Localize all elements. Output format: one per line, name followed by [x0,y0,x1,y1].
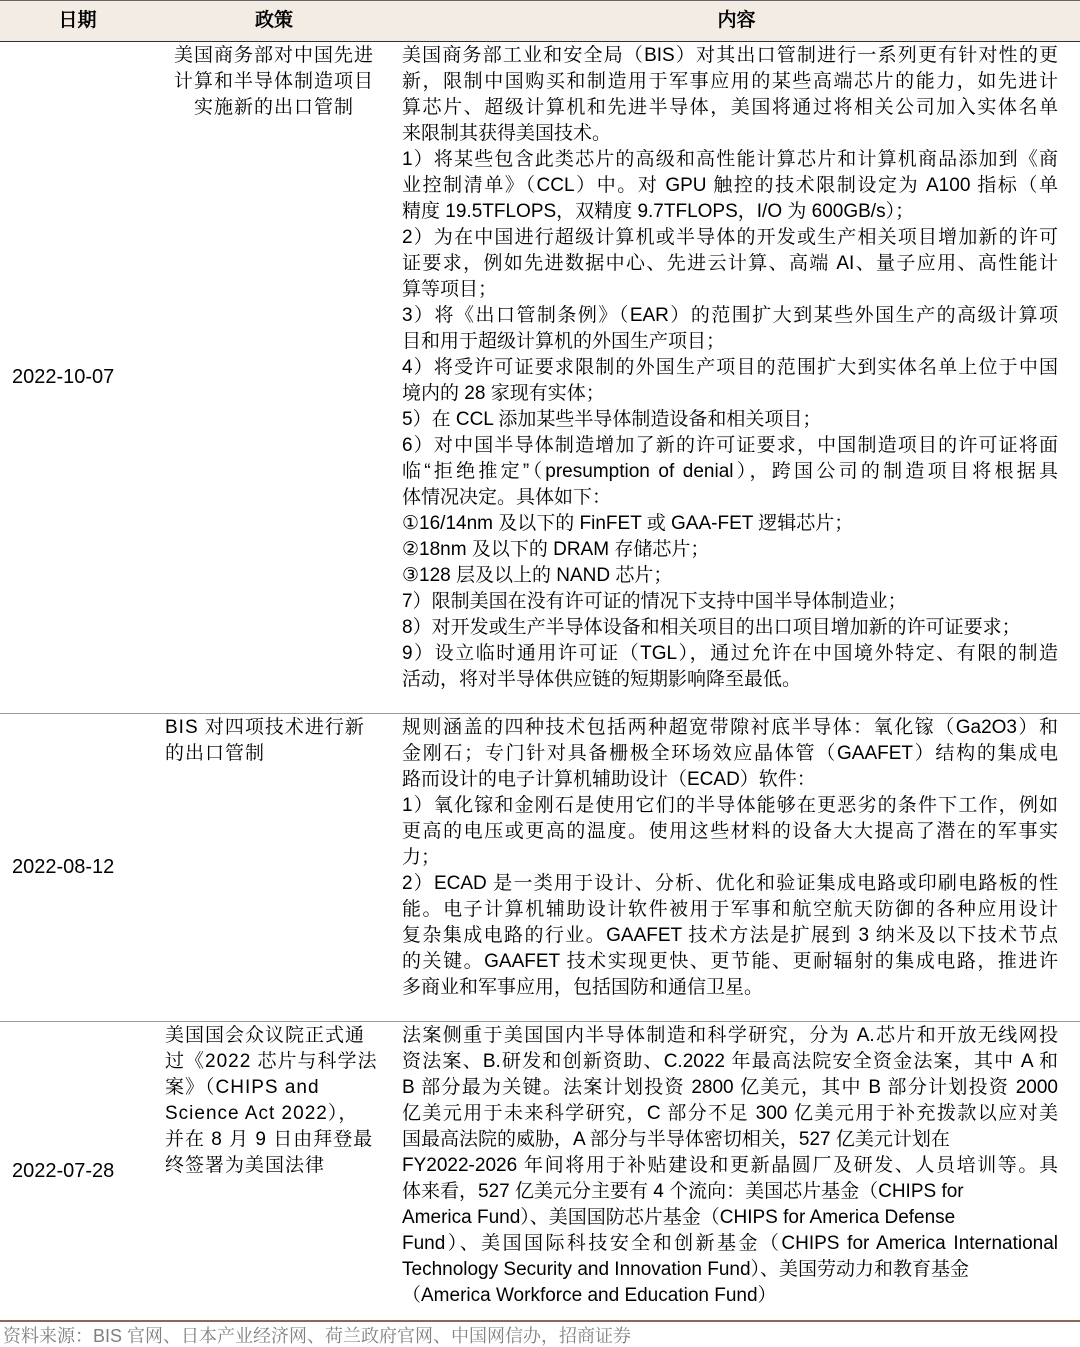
content-line: 美国商务部工业和安全局（BIS）对其出口管制进行一系列更有针对性的更 [402,45,1058,66]
content-line: ①16/14nm 及以下的 FinFET 或 GAA-FET 逻辑芯片； [402,513,854,534]
header-policy: 政策 [254,10,293,31]
content-line: 法案侧重于美国国内半导体制造和科学研究，分为 A.芯片和开放无线网投 [402,1025,1058,1046]
content-line: 6）对中国半导体制造增加了新的许可证要求，中国制造项目的许可证将面 [402,435,1058,456]
row-date: 2022-08-12 [12,856,115,878]
content-line: ③128 层及以上的 NAND 芯片； [402,565,673,586]
policy-line: 终签署为美国法律 [165,1155,326,1176]
content-line: 更高的电压或更高的温度。使用这些材料的设备大大提高了潜在的军事实 [402,821,1058,842]
policy-cell [155,42,393,713]
content-cell [393,1022,1080,1320]
content-line: 境内的 28 家现有实体； [402,383,605,404]
table-body [0,42,1080,1322]
content-line: 资法案、B.研发和创新资助、C.2022 年最高法院安全资金法案，其中 A 和 [402,1051,1058,1072]
content-line: 1）将某些包含此类芯片的高级和高性能计算芯片和计算机商品添加到《商 [402,149,1058,170]
table-row [0,1022,1080,1322]
policy-line: 实施新的出口管制 [193,97,354,118]
content-line: 4）将受许可证要求限制的外国生产项目的范围扩大到实体名单上位于中国 [402,357,1058,378]
content-line: ②18nm 及以下的 DRAM 存储芯片； [402,539,710,560]
date-cell [0,714,155,1021]
content-line: 8）对开发或生产半导体设备和相关项目的出口项目增加新的许可证要求； [402,617,1021,638]
header-content: 内容 [717,10,756,31]
content-line: 体来看，527 亿美元分主要有 4 个流向：美国芯片基金（CHIPS for [402,1181,964,1202]
policy-line: Science Act 2022）， [165,1103,359,1124]
policy-line: BIS 对四项技术进行新 [165,717,365,738]
source-note: 资料来源：BIS 官网、日本产业经济网、荷兰政府官网、中国网信办，招商证券 [3,1326,632,1346]
table-row [0,714,1080,1022]
content-line: 业控制清单》（CCL）中。对 GPU 触控的技术限制设定为 A100 指标（单 [402,175,1058,196]
content-line: 5）在 CCL 添加某些半导体制造设备和相关项目； [402,409,822,430]
policy-line: 案》（CHIPS and [165,1077,320,1098]
content-line: B 部分最为关键。法案计划投资 2800 亿美元，其中 B 部分计划投资 2000 [402,1077,1058,1098]
content-line: （America Workforce and Education Fund） [402,1285,777,1306]
policy-line: 的出口管制 [165,743,266,764]
content-line: 亿美元用于未来科学研究，C 部分不足 300 亿美元用于补充拨款以应对美 [402,1103,1058,1124]
content-line: 算等项目； [402,279,498,300]
content-line: 目和用于超级计算机的外国生产项目； [402,331,726,352]
content-line: 新，限制中国购买和制造用于军事应用的某些高端芯片的能力，如先进计 [402,71,1058,92]
content-line: 3）将《出口管制条例》（EAR）的范围扩大到某些外国生产的高级计算项 [402,305,1058,326]
content-line: 路而设计的电子计算机辅助设计（ECAD）软件： [402,769,816,790]
content-line: 临“拒绝推定”（presumption of denial），跨国公司的制造项目将根据具 [402,461,1058,482]
content-line: 2）为在中国进行超级计算机或半导体的开发或生产相关项目增加新的许可 [402,227,1058,248]
content-line: 的关键。GAAFET 技术实现更快、更节能、更耐辐射的集成电路，推进许 [402,951,1058,972]
table-row [0,42,1080,714]
content-line: 规则涵盖的四种技术包括两种超宽带隙衬底半导体：氧化镓（Ga2O3）和 [402,717,1058,738]
policy-cell [155,714,393,1021]
content-line: 证要求，例如先进数据中心、先进云计算、高端 AI、量子应用、高性能计 [402,253,1058,274]
content-line: Technology Security and Innovation Fund）、美国劳动力和教育基金 [402,1259,970,1280]
content-line: FY2022-2026 年间将用于补贴建设和更新晶圆厂及研发、人员培训等。具 [402,1155,1058,1176]
date-cell [0,42,155,713]
content-line: 2）ECAD 是一类用于设计、分析、优化和验证集成电路或印刷电路板的性 [402,873,1058,894]
content-line: 复杂集成电路的行业。GAAFET 技术方法是扩展到 3 纳米及以下技术节点 [402,925,1058,946]
policy-cell [155,1022,393,1320]
content-line: 1）氧化镓和金刚石是使用它们的半导体能够在更恶劣的条件下工作，例如 [402,795,1058,816]
content-line: 体情况决定。具体如下： [402,487,612,508]
content-cell [393,42,1080,713]
header-date: 日期 [58,10,97,31]
policy-line: 美国国会众议院正式通 [165,1025,366,1046]
date-cell [0,1022,155,1320]
content-cell [393,714,1080,1021]
content-line: 精度 19.5TFLOPS，双精度 9.7TFLOPS，I/O 为 600GB/s）； [402,201,915,222]
content-line: 能。电子计算机辅助设计软件被用于军事和航空航天防御的各种应用设计 [402,899,1058,920]
content-line: 活动，将对半导体供应链的短期影响降至最低。 [402,669,802,690]
content-line: 9）设立临时通用许可证（TGL），通过允许在中国境外特定、有限的制造 [402,643,1058,664]
row-date: 2022-07-28 [12,1159,115,1182]
table-header [0,0,1080,42]
content-line: 国最高法院的威胁，A 部分与半导体密切相关，527 亿美元计划在 [402,1129,950,1150]
content-line: 力； [402,847,441,868]
content-line: 来限制其获得美国技术。 [402,123,612,144]
policy-line: 并在 8 月 9 日由拜登最 [165,1129,374,1150]
policy-line: 美国商务部对中国先进 [173,45,374,66]
content-line: Fund）、美国国际科技安全和创新基金（CHIPS for America International [402,1233,1058,1254]
content-line: 算芯片、超级计算机和先进半导体，美国将通过将相关公司加入实体名单 [402,97,1058,118]
policy-line: 过《2022 芯片与科学法 [165,1051,378,1072]
content-line: America Fund）、美国国防芯片基金（CHIPS for America Defense [402,1207,956,1228]
policy-line: 计算和半导体制造项目 [173,71,374,92]
content-line: 金刚石；专门针对具备栅极全环场效应晶体管（GAAFET）结构的集成电 [402,743,1058,764]
content-line: 7）限制美国在没有许可证的情况下支持中国半导体制造业； [402,591,907,612]
row-date: 2022-10-07 [12,366,115,388]
content-line: 多商业和军事应用，包括国防和通信卫星。 [402,977,764,998]
